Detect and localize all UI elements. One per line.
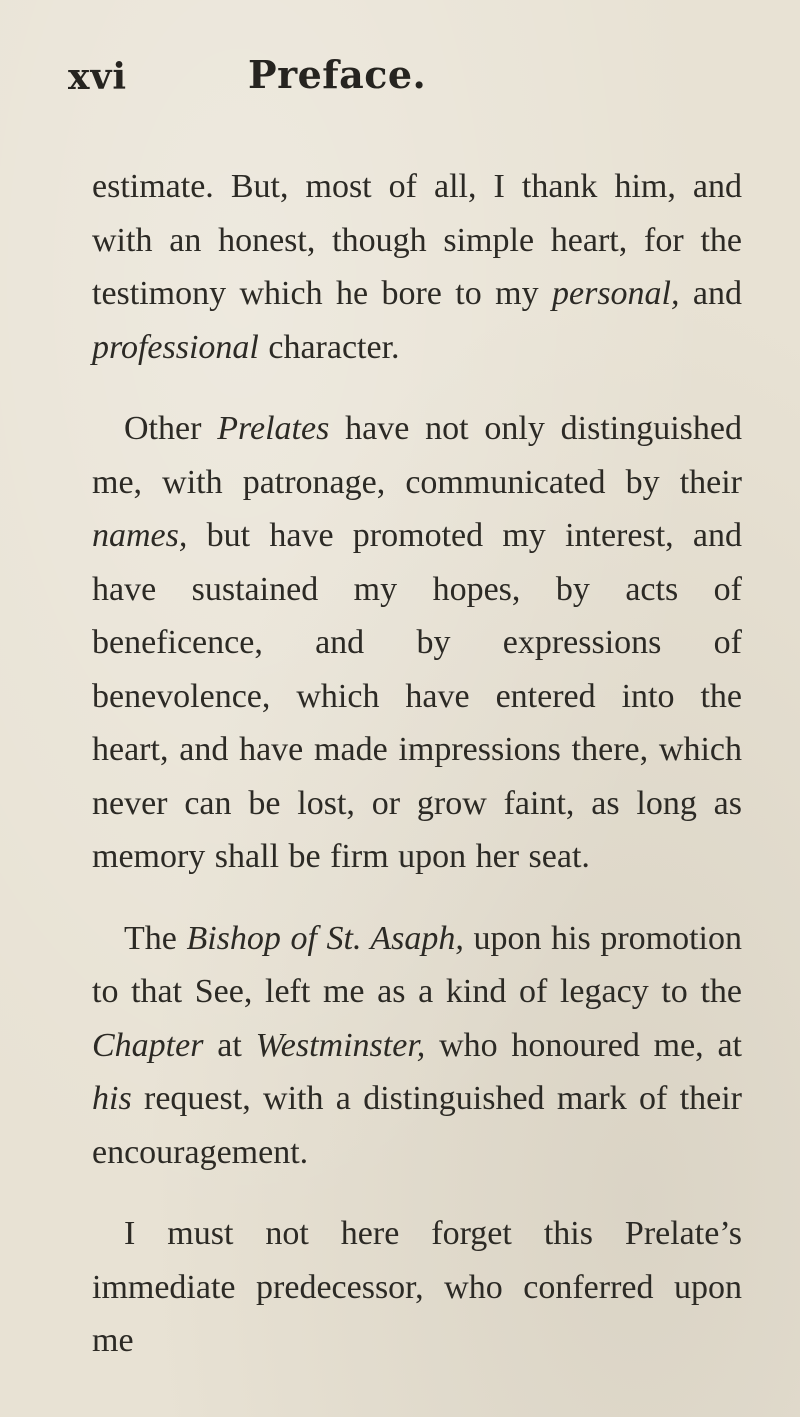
paragraph-4 (92, 1207, 742, 1368)
text-segment: and (679, 275, 742, 312)
paragraph-2 (92, 402, 742, 884)
text-segment-italic: names, (92, 517, 188, 554)
text-segment: at (203, 1026, 256, 1064)
paragraph-1 (92, 160, 742, 374)
text-segment-italic: his (92, 1080, 132, 1117)
page-number: xvi (68, 56, 128, 98)
text-segment-italic: Bishop of St. Asaph, (186, 919, 464, 957)
paragraph-3 (92, 912, 742, 1180)
text-segment-italic: Westminster, (255, 1026, 426, 1064)
text-segment: character. (258, 328, 400, 366)
text-segment: I must not here forget this Prelate’s immediate predecessor, who conferred upon me (92, 1215, 742, 1359)
text-segment-italic: professional (92, 328, 259, 366)
text-segment: but have promoted my interest, and have sustained my hopes, by acts of beneficence, and by expressions of benevolence, which have entered into the heart, and have made impressions there, which never can be lost, or grow faint, as long as memory shall be firm upon her seat. (92, 517, 742, 875)
text-segment: estimate. But, most of all, I thank him, and with an honest, though simple heart, for the testimony which he bore to my (92, 168, 742, 312)
body-text (92, 160, 742, 1368)
page-header (0, 0, 800, 130)
text-segment-italic: Prelates (217, 410, 330, 447)
text-segment: Other (124, 410, 218, 447)
text-segment: request, with a distinguished mark of their encouragement. (92, 1080, 742, 1171)
text-segment: have not only distinguished me, with patronage, communicated by their (92, 410, 742, 501)
text-segment-italic: Chapter (92, 1026, 204, 1064)
text-segment: who honoured me, at (425, 1026, 742, 1064)
text-segment: The (124, 919, 187, 957)
running-head: Preface. (248, 52, 427, 97)
text-segment-italic: personal, (552, 275, 680, 312)
text-segment: upon his promotion to that See, left me as a kind of legacy to the (92, 919, 743, 1010)
